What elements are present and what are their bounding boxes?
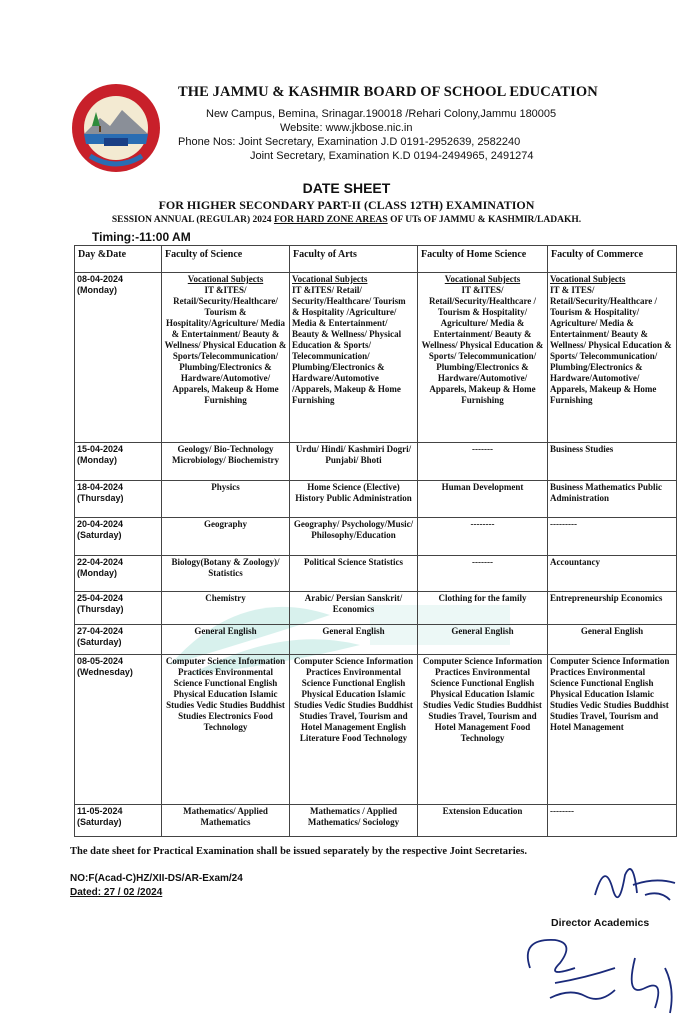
- subject-cell: General English: [418, 625, 548, 655]
- vocational-heading: Vocational Subjects: [444, 274, 521, 284]
- board-address: New Campus, Bemina, Srinagar.190018 /Rehari Colony,Jammu 180005: [206, 108, 557, 120]
- date-text: 08-04-2024: [77, 274, 124, 284]
- session-part-3: OF UTs OF JAMMU & KASHMIR/LADAKH.: [387, 215, 582, 225]
- dated: Dated: 27 / 02 /2024: [70, 887, 163, 898]
- subject-cell: Geography: [162, 518, 290, 556]
- day-text: (Saturday): [77, 637, 122, 647]
- subject-cell: Home Science (Elective) History Public Administration: [290, 481, 418, 518]
- col-header-date: Day &Date: [75, 246, 162, 273]
- date-text: 25-04-2024: [77, 593, 124, 603]
- subject-text: IT &ITES/ Retail/Security/Healthcare/ Tourism & Hospitality/Agriculture/ Media & Entertainment/ Beauty & Wellness/ Physical Education & Sports/Telecommunication/ Plumbing/Electronics & Hardware/Automotive/ Apparels, Makeup & Home Furnishing: [164, 285, 287, 405]
- jkbose-seal-icon: [70, 82, 162, 174]
- table-row: [75, 443, 677, 481]
- phone-label: Phone Nos:: [178, 136, 236, 148]
- subject-cell: Physics: [162, 481, 290, 518]
- subject-cell: ---------: [548, 518, 677, 556]
- subject-cell: General English: [290, 625, 418, 655]
- table-header-row: [75, 246, 677, 273]
- board-website: Website: www.jkbose.nic.in: [280, 122, 413, 134]
- subject-cell: Chemistry: [162, 592, 290, 625]
- table-row: [75, 518, 677, 556]
- timing: Timing:-11:00 AM: [92, 230, 191, 244]
- subject-cell: --------: [548, 805, 677, 837]
- exam-title: FOR HIGHER SECONDARY PART-II (CLASS 12TH) EXAMINATION: [158, 198, 535, 212]
- date-sheet-heading: DATE SHEET: [302, 180, 391, 196]
- subject-cell: Business Studies: [548, 443, 677, 481]
- day-text: (Thursday): [77, 604, 124, 614]
- subject-cell: General English: [548, 625, 677, 655]
- subject-cell: Business Mathematics Public Administration: [548, 481, 677, 518]
- day-text: (Thursday): [77, 493, 124, 503]
- subject-cell: Geology/ Bio-Technology Microbiology/ Biochemistry: [162, 443, 290, 481]
- practical-note: The date sheet for Practical Examination shall be issued separately by the respective Joint Secretaries.: [70, 846, 527, 857]
- date-cell: [75, 556, 162, 592]
- table-row: [75, 655, 677, 805]
- subject-cell: Arabic/ Persian Sanskrit/ Economics: [290, 592, 418, 625]
- session-line: [0, 215, 693, 225]
- date-cell: [75, 805, 162, 837]
- day-text: (Saturday): [77, 530, 122, 540]
- table-row: [75, 805, 677, 837]
- subject-cell: Urdu/ Hindi/ Kashmiri Dogri/ Punjabi/ Bhoti: [290, 443, 418, 481]
- subject-text: IT &ITES/ Retail/Security/Healthcare / Tourism & Hospitality/ Agriculture/ Media & Entertainment/ Beauty & Wellness/ Physical Education & Sports/ Telecommunication/ Plumbing/Electronics & Hardware/Automotive/ Apparels, Makeup & Home Furnishing: [421, 285, 544, 405]
- table-row: [75, 625, 677, 655]
- board-name: THE JAMMU & KASHMIR BOARD OF SCHOOL EDUCATION: [178, 84, 598, 100]
- date-text: 11-05-2024: [77, 806, 123, 816]
- date-cell: [75, 625, 162, 655]
- date-cell: [75, 273, 162, 443]
- subject-cell: Mathematics / Applied Mathematics/ Sociology: [290, 805, 418, 837]
- subject-cell: Entrepreneurship Economics: [548, 592, 677, 625]
- table-row: [75, 273, 677, 443]
- table-row: [75, 592, 677, 625]
- subject-cell: Biology(Botany & Zoology)/ Statistics: [162, 556, 290, 592]
- subject-cell: -------: [418, 443, 548, 481]
- subject-cell: [548, 273, 677, 443]
- subject-cell: -------: [418, 556, 548, 592]
- day-text: (Monday): [77, 455, 117, 465]
- subject-cell: Computer Science Information Practices Environmental Science Functional English Physical Education Islamic Studies Vedic Studies Buddhist Studies Electronics Food Technology: [162, 655, 290, 805]
- subject-cell: Human Development: [418, 481, 548, 518]
- session-part-1: SESSION ANNUAL (REGULAR) 2024: [111, 215, 274, 225]
- date-cell: [75, 592, 162, 625]
- subject-text: IT & ITES/ Retail/Security/Healthcare / Tourism & Hospitality/ Agriculture/ Media & Entertainment/ Beauty & Wellness/ Physical Education & Sports/ Telecommunication/ Plumbing/Electronics & Hardware/Automotive/ Apparels, Makeup & Home Furnishing: [550, 285, 672, 405]
- date-text: 22-04-2024: [77, 557, 124, 567]
- subject-cell: Computer Science Information Practices Environmental Science Functional English Physical Education Islamic Studies Vedic Studies Buddhist Studies Travel, Tourism and Hotel Management English Literature Food Technology: [290, 655, 418, 805]
- date-sheet-table: [74, 245, 677, 837]
- date-text: 20-04-2024: [77, 519, 124, 529]
- col-header-arts: Faculty of Arts: [290, 246, 418, 273]
- table-row: [75, 481, 677, 518]
- col-header-commerce: Faculty of Commerce: [548, 246, 677, 273]
- reference-number: NO:F(Acad-C)HZ/XII-DS/AR-Exam/24: [70, 873, 243, 884]
- date-text: 08-05-2024: [77, 656, 124, 666]
- signatory-title: Director Academics: [551, 917, 650, 929]
- subject-cell: Computer Science Information Practices Environmental Science Functional English Physical Education Islamic Studies Vedic Studies Buddhist Studies Travel, Tourism and Hotel Management: [548, 655, 677, 805]
- subject-cell: Extension Education: [418, 805, 548, 837]
- subject-cell: Clothing for the family: [418, 592, 548, 625]
- session-part-2: FOR HARD ZONE AREAS: [273, 215, 388, 225]
- col-header-home-science: Faculty of Home Science: [418, 246, 548, 273]
- subject-cell: --------: [418, 518, 548, 556]
- subject-cell: Political Science Statistics: [290, 556, 418, 592]
- subject-cell: [290, 273, 418, 443]
- phone-kashmir: Joint Secretary, Examination K.D 0194-2494965, 2491274: [250, 150, 534, 162]
- phone-jammu: Joint Secretary, Examination J.D 0191-2952639, 2582240: [238, 136, 521, 148]
- day-text: (Monday): [77, 285, 117, 295]
- subject-text: IT &ITES/ Retail/ Security/Healthcare/ Tourism & Hospitality /Agriculture/ Media & Entertainment/ Beauty & Wellness/ Physical Education & Sports/ Telecommunication/ Plumbing/Electronics & Hardware/Automotive /Apparels, Makeup & Home Furnishing: [292, 285, 406, 405]
- date-cell: [75, 655, 162, 805]
- handwritten-signature-icon: [515, 928, 685, 1018]
- day-text: (Monday): [77, 568, 117, 578]
- subject-cell: Geography/ Psychology/Music/ Philosophy/Education: [290, 518, 418, 556]
- subject-cell: Computer Science Information Practices Environmental Science Functional English Physical Education Islamic Studies Vedic Studies Buddhist Studies Travel, Tourism and Hotel Management Food Technology: [418, 655, 548, 805]
- table-row: [75, 556, 677, 592]
- vocational-heading: Vocational Subjects: [550, 274, 626, 284]
- subject-cell: Mathematics/ Applied Mathematics: [162, 805, 290, 837]
- vocational-heading: Vocational Subjects: [187, 274, 264, 284]
- date-cell: [75, 518, 162, 556]
- date-text: 27-04-2024: [77, 626, 124, 636]
- subject-cell: Accountancy: [548, 556, 677, 592]
- date-cell: [75, 443, 162, 481]
- col-header-science: Faculty of Science: [162, 246, 290, 273]
- vocational-heading: Vocational Subjects: [292, 274, 368, 284]
- subject-cell: [418, 273, 548, 443]
- handwritten-signature-icon: [585, 855, 685, 915]
- subject-cell: General English: [162, 625, 290, 655]
- date-text: 18-04-2024: [77, 482, 124, 492]
- day-text: (Saturday): [77, 817, 122, 827]
- date-text: 15-04-2024: [77, 444, 124, 454]
- subject-cell: [162, 273, 290, 443]
- date-cell: [75, 481, 162, 518]
- day-text: (Wednesday): [77, 667, 133, 677]
